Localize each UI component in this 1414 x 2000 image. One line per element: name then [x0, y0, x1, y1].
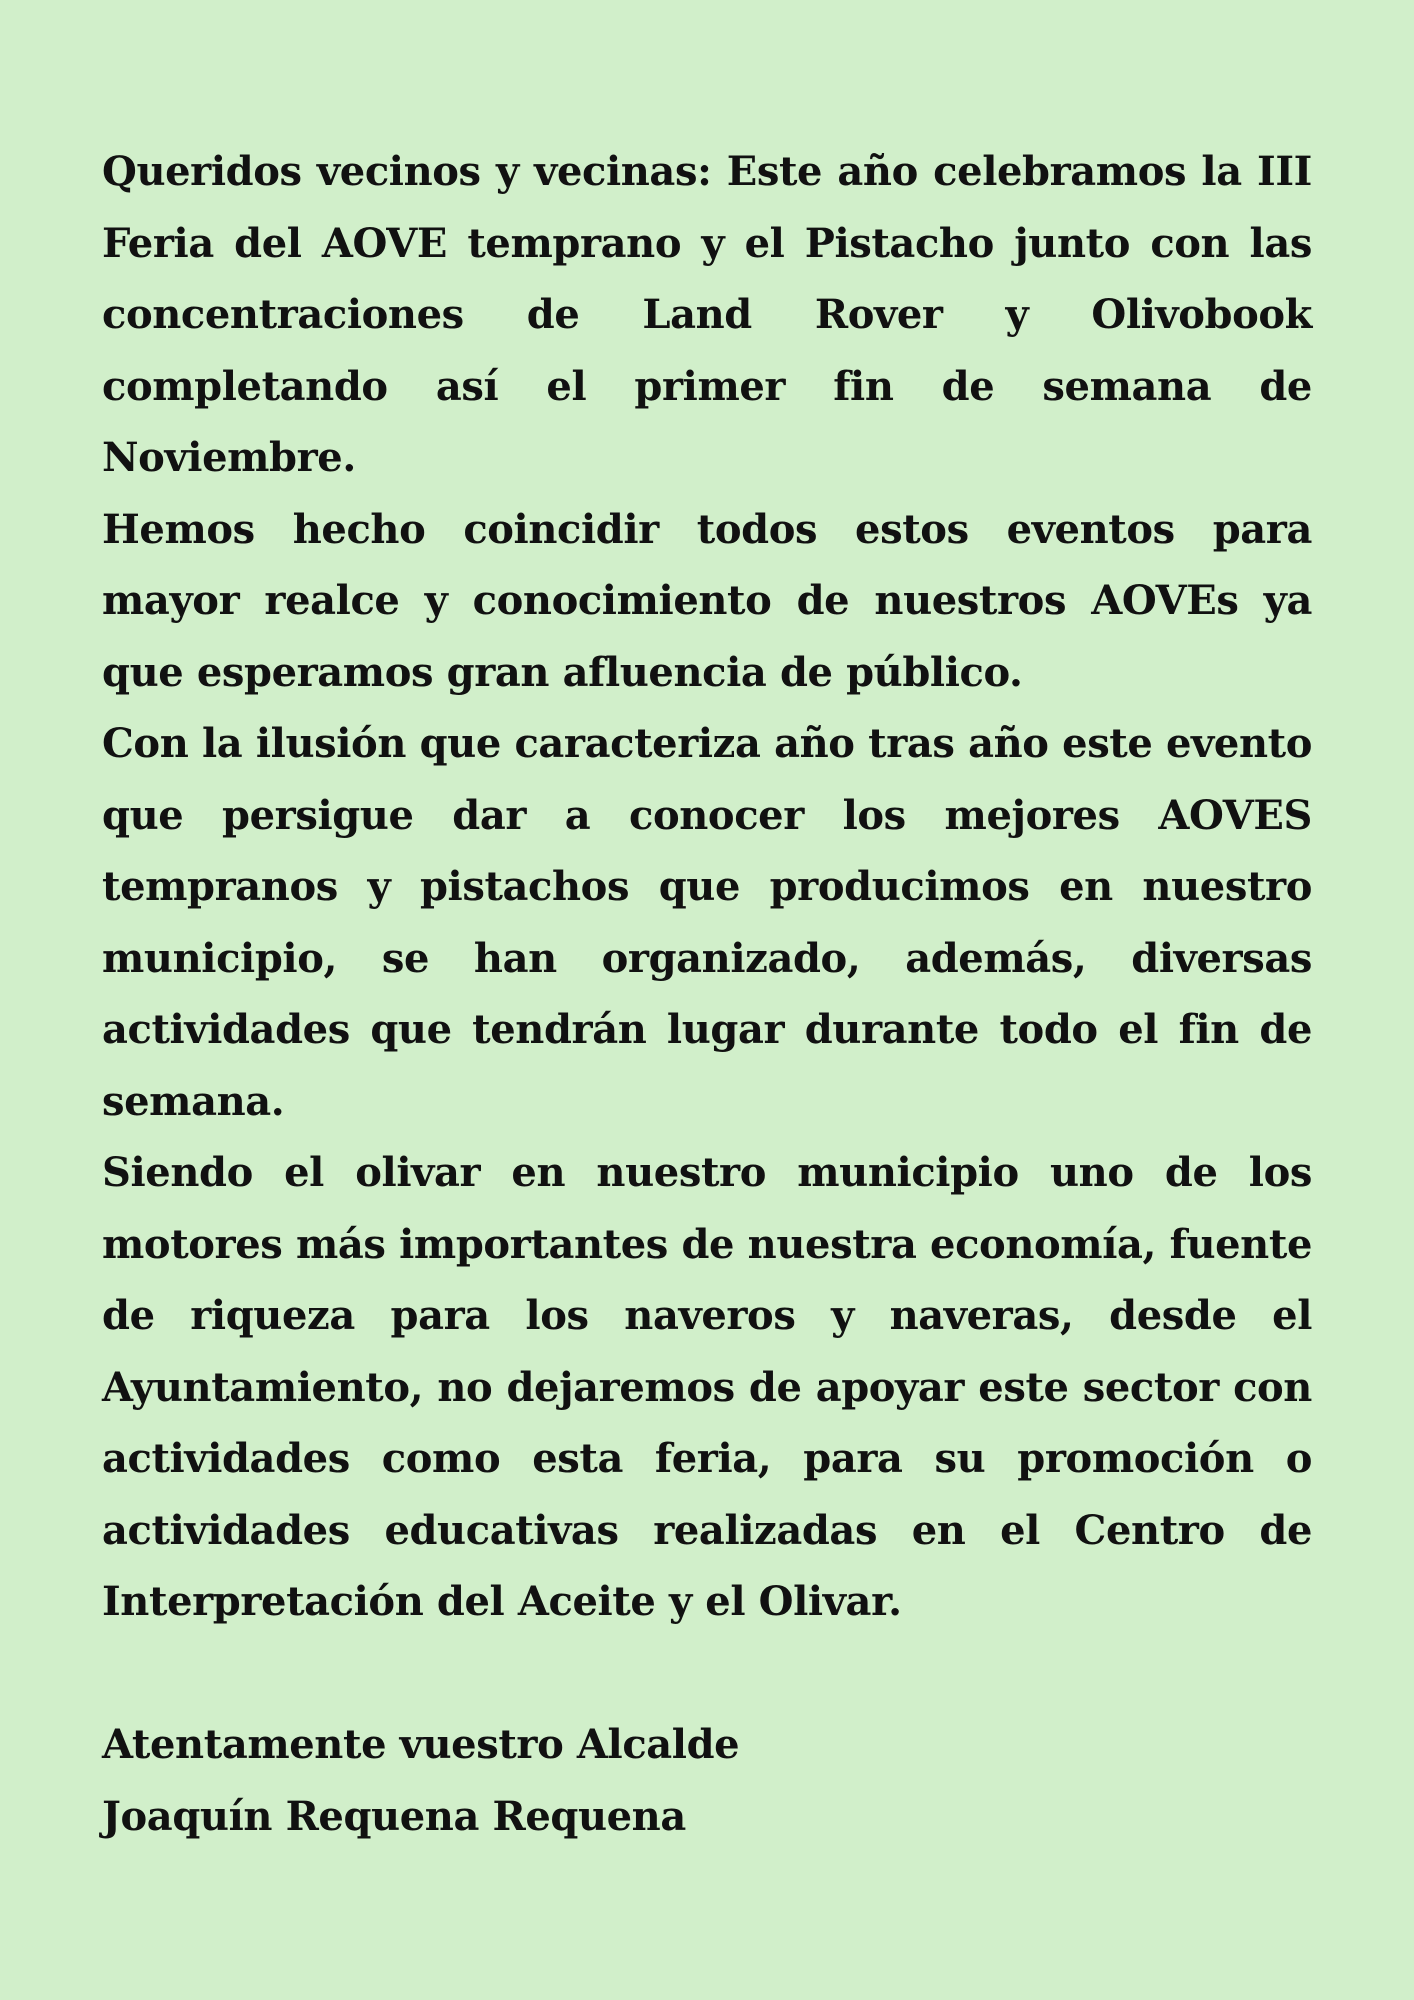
paragraph-olive-sector: Siendo el olivar en nuestro municipio uno de los motores más importantes de nuestra economía, fuente de riqueza para los naveros y naveras, desde el Ayuntamiento, no dejaremos de apoyar este sector con actividades como esta feria, para su promoción o actividades educativas realizadas en el Centro de Interpretación del Aceite y el Olivar. [102, 1149, 1312, 1625]
spacer [102, 1638, 1312, 1710]
signer-name: Joaquín Requena Requena [102, 1792, 686, 1840]
letter-body [102, 136, 1312, 1852]
closing-line: Atentamente vuestro Alcalde [102, 1721, 740, 1768]
paragraph-events: Hemos hecho coincidir todos estos eventos para mayor realce y conocimiento de nuestros AOVEs ya que esperamos gran afluencia de público. [102, 505, 1312, 696]
paragraph-greeting: Queridos vecinos y vecinas: Este año celebramos la III Feria del AOVE temprano y el Pistacho junto con las concentraciones de Land Rover y Olivobook completando así el primer fin de semana de Noviembre. [102, 148, 1312, 481]
paragraph-activities: Con la ilusión que caracteriza año tras año este evento que persigue dar a conocer los mejores AOVES tempranos y pistachos que producimos en nuestro municipio, se han organizado, además, diversas actividades que tendrán lugar durante todo el fin de semana. [102, 720, 1312, 1125]
